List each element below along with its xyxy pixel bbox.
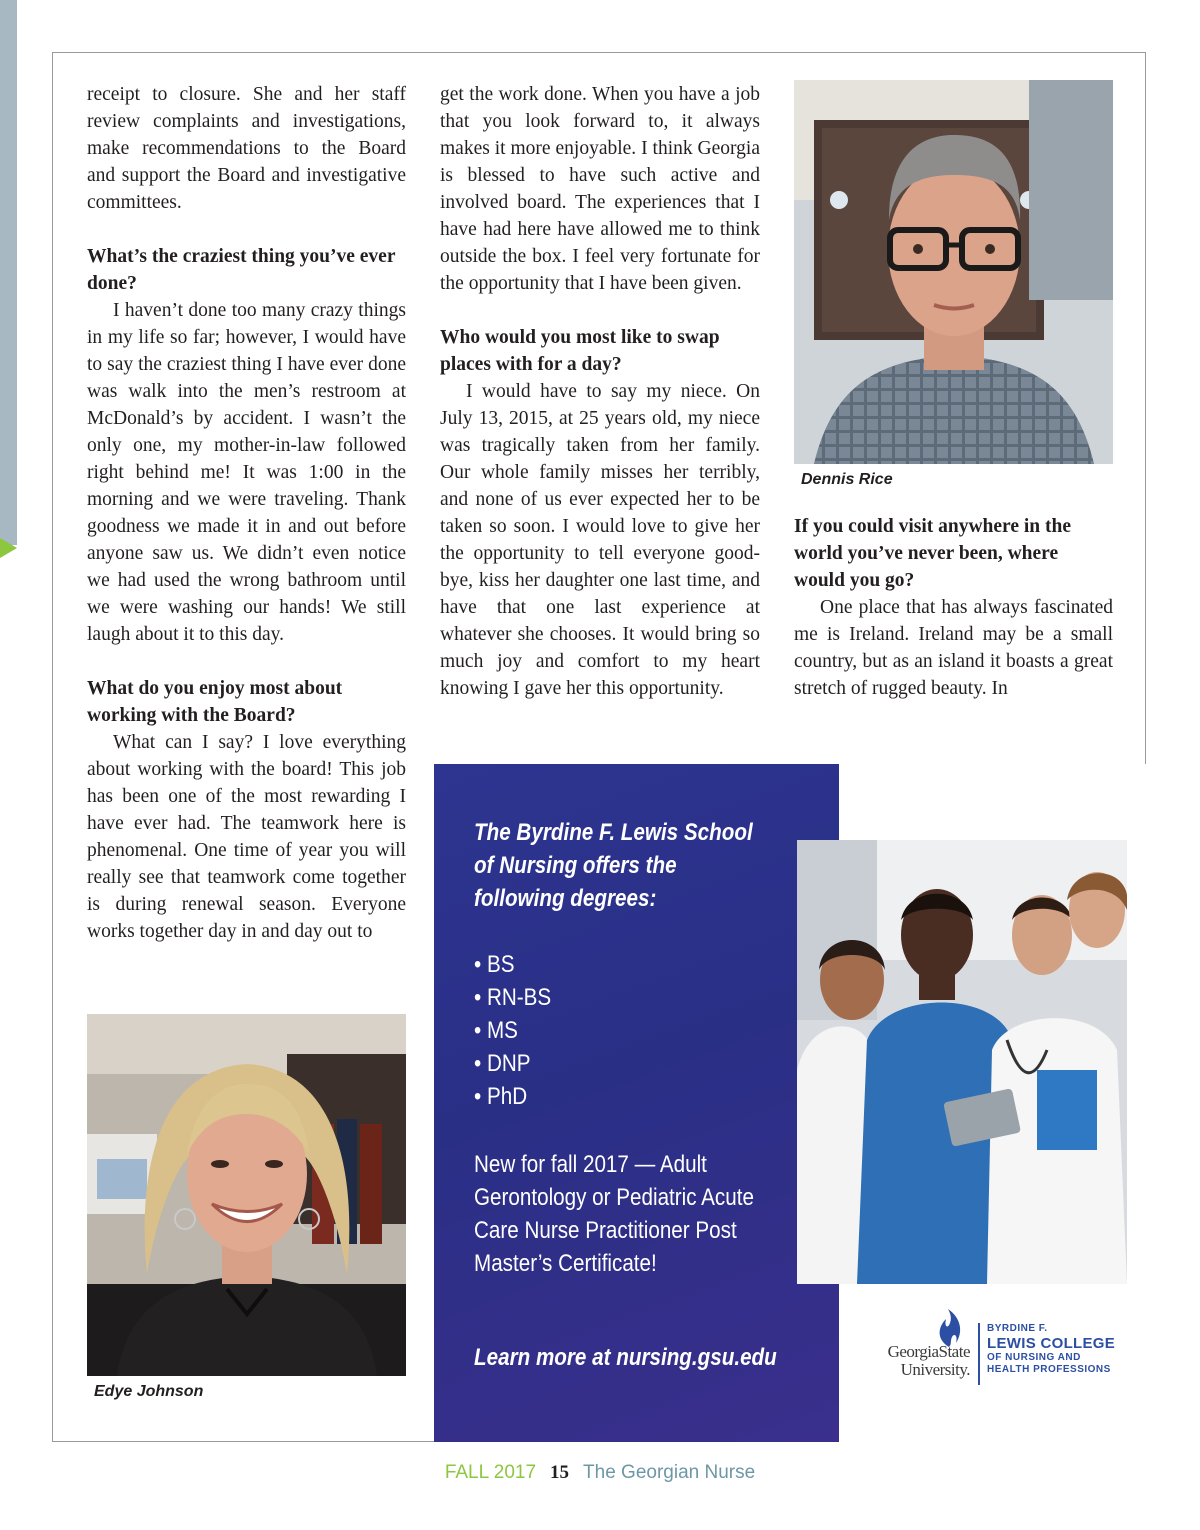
question-heading: If you could visit anywhere in the world you’ve never been, where would you go? — [794, 516, 1071, 591]
photo-caption: Dennis Rice — [801, 471, 893, 488]
edye-johnson-photo — [87, 1014, 406, 1376]
article-column-3 — [794, 513, 1113, 702]
question-heading: Who would you most like to swap places with for a day? — [440, 327, 720, 375]
logo-divider — [978, 1323, 980, 1385]
question-heading: What do you enjoy most about working with the Board? — [87, 678, 343, 726]
gsu-college-name: BYRDINE F. LEWIS COLLEGE OF NURSING AND HEALTH PROFESSIONS — [987, 1323, 1116, 1375]
left-edge-arrow — [0, 538, 17, 558]
issue-season: FALL 2017 — [444, 1462, 537, 1483]
magazine-name: The Georgian Nurse — [583, 1462, 756, 1483]
gsu-nursing-advertisement — [434, 764, 1147, 1442]
answer-paragraph: What can I say? I love everything about working with the board! This job has been one of the most rewarding I have ever had. The teamwork here is phenomenal. One time of year you will really see that teamwork come together is during renewal season. Everyone works together day in and day out to — [87, 732, 406, 942]
degree-item: • BS — [474, 948, 551, 981]
article-column-2 — [440, 81, 760, 702]
answer-paragraph: I would have to say my niece. On July 13, 2015, at 25 years old, my niece was tragically taken from her family. Our whole family misses her terribly, and none of us ever expected her to be taken so soon. I would love to give her the opportunity to tell everyone good-bye, kiss her daughter one last time, and have that one last experience at whatever she chooses. It would bring so much joy and comfort to my heart knowing I gave her this opportunity. — [440, 381, 760, 699]
ad-title: The Byrdine F. Lewis School of Nursing offers the following degrees: — [474, 819, 753, 912]
answer-paragraph: I haven’t done too many crazy things in my life so far; however, I would have to say the craziest thing I have ever done was walk into the men’s restroom at McDonald’s by accident. I wasn’t the only one, my mother-in-law followed right behind me! It was 1:00 in the morning and we were traveling. Thank goodness we made it in and out before anyone saw us. We didn’t even notice we had used the wrong bathroom until we were washing our hands! We still laugh about it to this day. — [87, 300, 406, 645]
degree-list — [474, 948, 551, 1113]
dennis-rice-photo — [794, 80, 1113, 464]
paragraph: receipt to closure. She and her staff review complaints and investigations, make recommendations to the Board and support the Board and investigative committees. — [87, 84, 406, 213]
left-edge-strip — [0, 0, 17, 545]
page-number: 15 — [550, 1462, 570, 1483]
photo-caption: Edye Johnson — [94, 1383, 204, 1400]
degree-item: • DNP — [474, 1047, 551, 1080]
degree-item: • MS — [474, 1014, 551, 1047]
question-heading: What’s the craziest thing you’ve ever done? — [87, 246, 396, 294]
degree-item: • RN-BS — [474, 981, 551, 1014]
page-footer — [0, 1462, 1200, 1484]
article-column-1 — [87, 81, 406, 945]
ad-new-program: New for fall 2017 — Adult Gerontology or Pediatric Acute Care Nurse Practitioner Post Master’s Certificate! — [474, 1151, 754, 1277]
ad-learn-more-link[interactable]: Learn more at nursing.gsu.edu — [474, 1344, 777, 1371]
gsu-college-logo — [874, 1309, 1144, 1389]
degree-item: • PhD — [474, 1080, 551, 1113]
paragraph: get the work done. When you have a job that you look forward to, it always makes it more enjoyable. I think Georgia is blessed to have such active and involved board. The experiences that I have had here have allowed me to think outside the box. I feel very fortunate for the opportunity that I have been given. — [440, 84, 760, 294]
answer-paragraph: One place that has always fascinated me is Ireland. Ireland may be a small country, but as an island it boasts a great stretch of rugged beauty. In — [794, 597, 1113, 699]
gsu-university-name: GeorgiaState University. — [887, 1342, 970, 1379]
nurses-group-photo — [797, 840, 1127, 1284]
